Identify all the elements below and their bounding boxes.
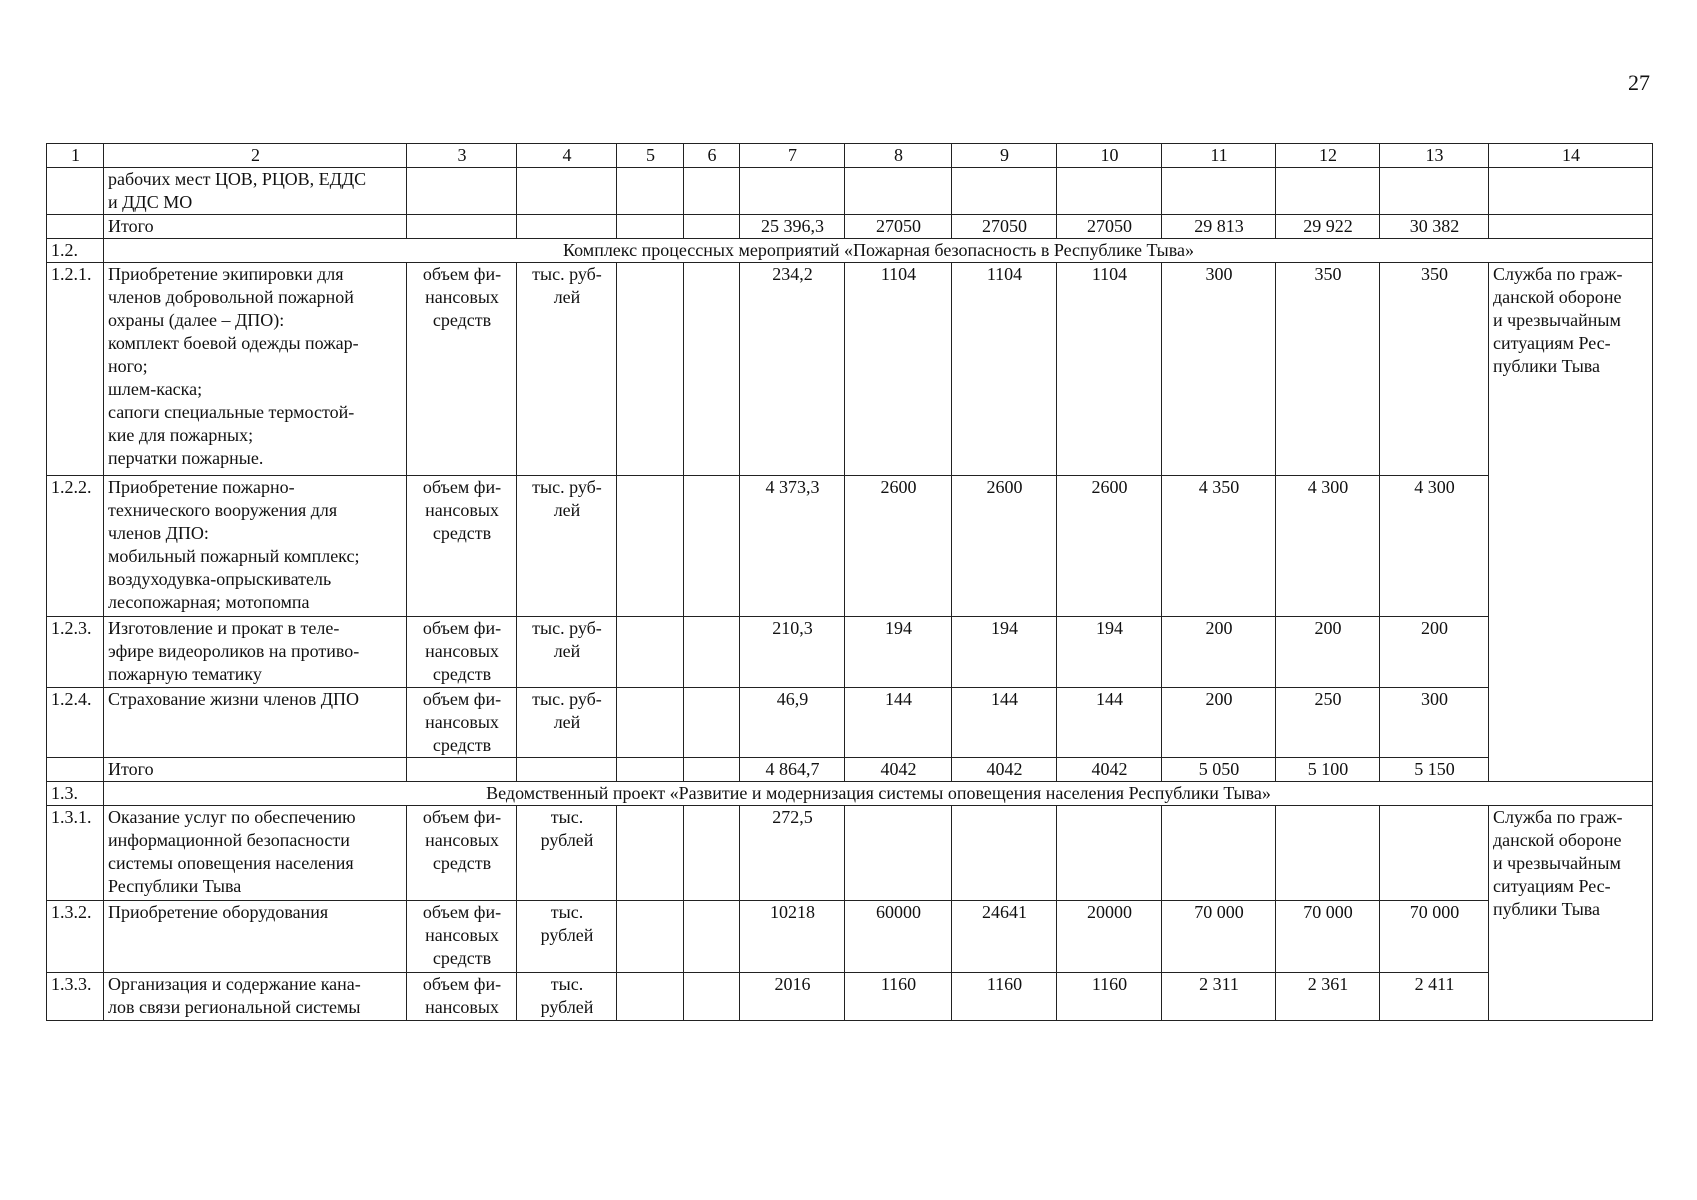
column-number: 5 (617, 144, 684, 168)
table-row (47, 476, 1653, 617)
value-cell: 2600 (845, 476, 952, 617)
section-row (47, 239, 1653, 263)
value-cell (845, 806, 952, 901)
value-cell: 4042 (952, 758, 1057, 782)
value-cell: 300 (1162, 263, 1276, 476)
indicator-cell: объем фи- нансовых средств (407, 476, 517, 617)
indicator-cell: объем фи- нансовых средств (407, 617, 517, 688)
activity-name: Изготовление и прокат в теле- эфире видеороликов на противо- пожарную тематику (104, 617, 407, 688)
value-cell (1162, 806, 1276, 901)
value-cell: 30 382 (1380, 215, 1489, 239)
unit-cell: тыс. руб- лей (517, 617, 617, 688)
responsible-cell: Служба по граж- данской обороне и чрезвычайным ситуациям Рес- публики Тыва (1489, 263, 1653, 782)
activity-name: Оказание услуг по обеспечению информационной безопасности системы оповещения населения Республики Тыва (104, 806, 407, 901)
row-number: 1.3.1. (47, 806, 104, 901)
section-title: Ведомственный проект «Развитие и модернизация системы оповещения населения Республики Тыва» (104, 782, 1653, 806)
value-cell: 350 (1380, 263, 1489, 476)
value-cell: 1104 (1057, 263, 1162, 476)
column-number: 12 (1276, 144, 1380, 168)
value-cell: 70 000 (1162, 901, 1276, 973)
column-number: 1 (47, 144, 104, 168)
unit-cell: тыс. руб- лей (517, 476, 617, 617)
page-number: 27 (1628, 70, 1650, 95)
unit-cell: тыс. рублей (517, 806, 617, 901)
value-cell: 27050 (1057, 215, 1162, 239)
activity-name: Приобретение пожарно- технического вооружения для членов ДПО: мобильный пожарный комплекс; воздуходувка-опрыскиватель лесопожарная; мотопомпа (104, 476, 407, 617)
column-number: 6 (684, 144, 740, 168)
value-cell: 210,3 (740, 617, 845, 688)
value-cell: 27050 (845, 215, 952, 239)
activity-name: Приобретение оборудования (104, 901, 407, 973)
value-cell: 60000 (845, 901, 952, 973)
value-cell: 2 411 (1380, 973, 1489, 1021)
total-label: Итого (104, 758, 407, 782)
section-title: Комплекс процессных мероприятий «Пожарная безопасность в Республике Тыва» (104, 239, 1653, 263)
indicator-cell: объем фи- нансовых средств (407, 688, 517, 758)
row-number: 1.2.4. (47, 688, 104, 758)
value-cell: 1104 (952, 263, 1057, 476)
table-row (47, 901, 1653, 973)
value-cell (952, 806, 1057, 901)
value-cell: 20000 (1057, 901, 1162, 973)
value-cell: 1160 (845, 973, 952, 1021)
value-cell: 272,5 (740, 806, 845, 901)
total-label: Итого (104, 215, 407, 239)
indicator-cell: объем фи- нансовых средств (407, 901, 517, 973)
value-cell: 1104 (845, 263, 952, 476)
value-cell: 27050 (952, 215, 1057, 239)
table-row (47, 263, 1653, 476)
value-cell: 144 (1057, 688, 1162, 758)
value-cell: 2600 (952, 476, 1057, 617)
row-number: 1.2.2. (47, 476, 104, 617)
value-cell: 200 (1276, 617, 1380, 688)
continuation-row (47, 168, 1653, 215)
responsible-cell: Служба по граж- данской обороне и чрезвычайным ситуациям Рес- публики Тыва (1489, 806, 1653, 1021)
value-cell: 5 100 (1276, 758, 1380, 782)
value-cell: 46,9 (740, 688, 845, 758)
value-cell: 234,2 (740, 263, 845, 476)
value-cell: 4 300 (1380, 476, 1489, 617)
value-cell: 4 350 (1162, 476, 1276, 617)
column-number: 9 (952, 144, 1057, 168)
column-number: 10 (1057, 144, 1162, 168)
value-cell: 194 (845, 617, 952, 688)
unit-cell: тыс. рублей (517, 973, 617, 1021)
table-row (47, 688, 1653, 758)
value-cell: 194 (1057, 617, 1162, 688)
value-cell: 200 (1162, 688, 1276, 758)
value-cell: 5 150 (1380, 758, 1489, 782)
value-cell: 2600 (1057, 476, 1162, 617)
column-number: 4 (517, 144, 617, 168)
unit-cell: тыс. руб- лей (517, 688, 617, 758)
value-cell: 29 813 (1162, 215, 1276, 239)
value-cell: 194 (952, 617, 1057, 688)
total-row (47, 215, 1653, 239)
row-number: 1.3.3. (47, 973, 104, 1021)
value-cell: 4042 (845, 758, 952, 782)
value-cell: 200 (1380, 617, 1489, 688)
value-cell: 350 (1276, 263, 1380, 476)
indicator-cell: объем фи- нансовых (407, 973, 517, 1021)
value-cell: 2 311 (1162, 973, 1276, 1021)
table-row (47, 973, 1653, 1021)
indicator-cell: объем фи- нансовых средств (407, 806, 517, 901)
continuation-text: рабочих мест ЦОВ, РЦОВ, ЕДДС и ДДС МО (104, 168, 407, 215)
value-cell: 200 (1162, 617, 1276, 688)
value-cell: 300 (1380, 688, 1489, 758)
value-cell: 1160 (952, 973, 1057, 1021)
column-number: 3 (407, 144, 517, 168)
value-cell: 1160 (1057, 973, 1162, 1021)
column-number: 14 (1489, 144, 1653, 168)
value-cell: 144 (952, 688, 1057, 758)
value-cell: 4 300 (1276, 476, 1380, 617)
value-cell: 2 361 (1276, 973, 1380, 1021)
value-cell (1380, 806, 1489, 901)
value-cell: 70 000 (1276, 901, 1380, 973)
program-table (46, 143, 1653, 1021)
row-number: 1.2.3. (47, 617, 104, 688)
value-cell: 4 864,7 (740, 758, 845, 782)
section-number: 1.3. (47, 782, 104, 806)
row-number: 1.2.1. (47, 263, 104, 476)
row-number: 1.3.2. (47, 901, 104, 973)
value-cell: 24641 (952, 901, 1057, 973)
value-cell (1057, 806, 1162, 901)
value-cell: 250 (1276, 688, 1380, 758)
column-number: 13 (1380, 144, 1489, 168)
activity-name: Приобретение экипировки для членов добровольной пожарной охраны (далее – ДПО): комплект боевой одежды пожар- ного; шлем-каска; сапоги специальные термостой- кие для пожарных; перчатки пожарные. (104, 263, 407, 476)
column-number: 2 (104, 144, 407, 168)
unit-cell: тыс. рублей (517, 901, 617, 973)
table-row (47, 617, 1653, 688)
section-number: 1.2. (47, 239, 104, 263)
value-cell: 70 000 (1380, 901, 1489, 973)
indicator-cell: объем фи- нансовых средств (407, 263, 517, 476)
value-cell: 2016 (740, 973, 845, 1021)
section-row (47, 782, 1653, 806)
value-cell: 4042 (1057, 758, 1162, 782)
value-cell: 10218 (740, 901, 845, 973)
value-cell: 29 922 (1276, 215, 1380, 239)
value-cell: 5 050 (1162, 758, 1276, 782)
activity-name: Организация и содержание кана- лов связи региональной системы (104, 973, 407, 1021)
value-cell: 4 373,3 (740, 476, 845, 617)
total-row (47, 758, 1653, 782)
column-number: 7 (740, 144, 845, 168)
column-number: 8 (845, 144, 952, 168)
value-cell (1276, 806, 1380, 901)
activity-name: Страхование жизни членов ДПО (104, 688, 407, 758)
value-cell: 25 396,3 (740, 215, 845, 239)
value-cell: 144 (845, 688, 952, 758)
column-number-row (47, 144, 1653, 168)
unit-cell: тыс. руб- лей (517, 263, 617, 476)
column-number: 11 (1162, 144, 1276, 168)
table-row (47, 806, 1653, 901)
